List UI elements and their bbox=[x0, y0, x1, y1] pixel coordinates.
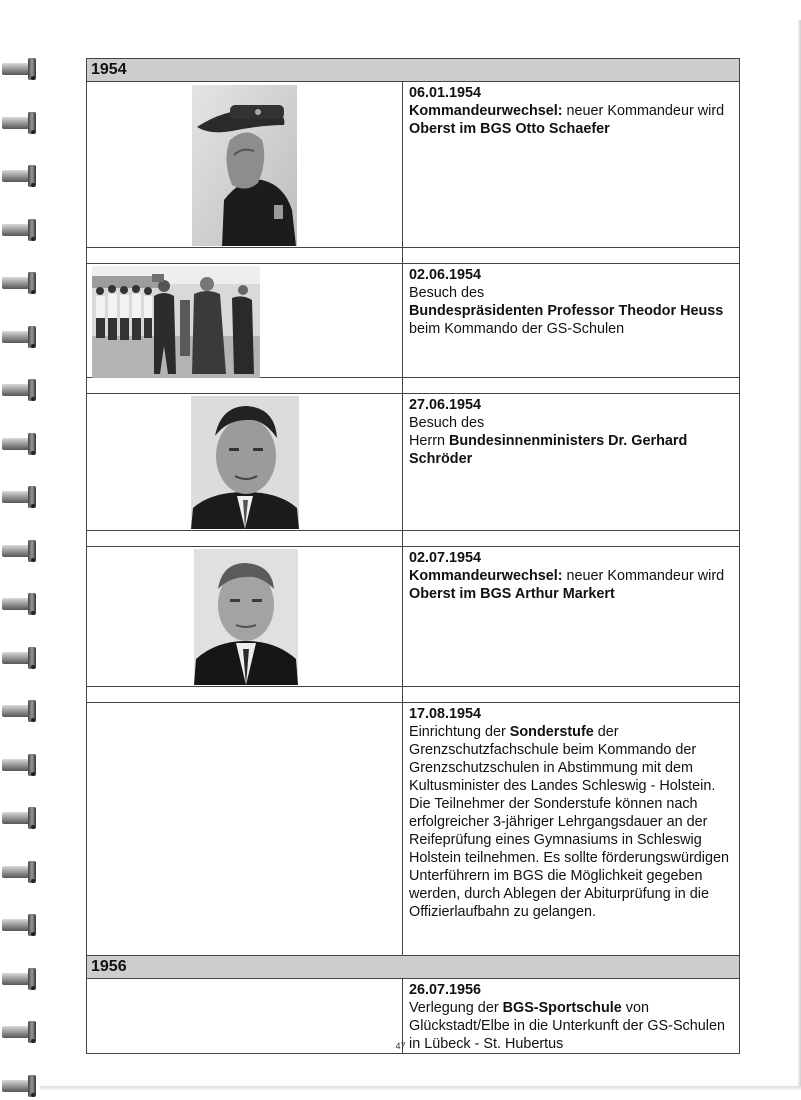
group-visit-photo bbox=[92, 266, 260, 378]
entry-text: Bundesinnenministers Dr. Gerhard Schröder bbox=[409, 433, 688, 467]
spacer-cell bbox=[403, 378, 740, 394]
entry-line bbox=[409, 723, 733, 795]
entry-text: Sonderstufe bbox=[509, 724, 594, 740]
image-cell bbox=[87, 394, 403, 531]
entry-line bbox=[409, 120, 733, 138]
year-label: 1954 bbox=[87, 59, 740, 82]
year-row bbox=[87, 59, 740, 82]
spacer-cell bbox=[403, 248, 740, 264]
image-cell bbox=[87, 703, 403, 956]
entry-text: Verlegung der bbox=[409, 1000, 503, 1016]
entry-line bbox=[409, 567, 733, 585]
entry-row bbox=[87, 547, 740, 687]
binding-ring bbox=[2, 165, 38, 187]
entry-text-cell bbox=[403, 547, 740, 687]
binding-ring bbox=[2, 272, 38, 294]
entry-line bbox=[409, 302, 733, 320]
entry-text: neuer Kommandeur wird bbox=[562, 568, 725, 584]
entry-row bbox=[87, 394, 740, 531]
chronology-table bbox=[86, 58, 740, 1054]
page-edge-bottom bbox=[40, 1086, 801, 1090]
entry-text: Kommandeurwechsel: bbox=[409, 568, 563, 584]
image-cell bbox=[87, 264, 403, 378]
entry-text: Oberst im BGS Arthur Markert bbox=[409, 586, 615, 602]
spacer-cell bbox=[403, 531, 740, 547]
binding-ring bbox=[2, 754, 38, 776]
binding-ring bbox=[2, 540, 38, 562]
entry-date: 02.07.1954 bbox=[409, 550, 482, 566]
entry-text: Kommandeurwechsel: bbox=[409, 103, 563, 119]
entry-text: beim Kommando der GS-Schulen bbox=[409, 321, 625, 337]
entry-text: Besuch des bbox=[409, 415, 485, 431]
binding-ring bbox=[2, 58, 38, 80]
entry-line bbox=[409, 284, 733, 302]
entry-text: neuer Kommandeur wird bbox=[562, 103, 725, 119]
spacer-cell bbox=[403, 687, 740, 703]
entry-text: BGS-Sportschule bbox=[502, 1000, 622, 1016]
entry-text-cell bbox=[403, 264, 740, 378]
entry-text-cell bbox=[403, 703, 740, 956]
binding-ring bbox=[2, 1075, 38, 1097]
entry-text: Besuch des bbox=[409, 285, 485, 301]
image-cell bbox=[87, 547, 403, 687]
binding-ring bbox=[2, 700, 38, 722]
binding-ring bbox=[2, 486, 38, 508]
portrait-officer-uniform-icon bbox=[194, 549, 298, 685]
entry-date: 26.07.1956 bbox=[409, 982, 482, 998]
entry-text-cell bbox=[403, 394, 740, 531]
entry-line bbox=[409, 585, 733, 603]
entry-line bbox=[409, 432, 733, 468]
binding-ring bbox=[2, 647, 38, 669]
entry-row bbox=[87, 264, 740, 378]
binding-ring bbox=[2, 433, 38, 455]
spiral-binding bbox=[0, 0, 48, 1100]
binding-ring bbox=[2, 112, 38, 134]
binding-ring bbox=[2, 807, 38, 829]
entry-row bbox=[87, 82, 740, 248]
portrait-officer-cap-icon bbox=[192, 85, 297, 246]
entry-line bbox=[409, 795, 733, 921]
image-cell bbox=[87, 82, 403, 248]
entry-text: Oberst im BGS Otto Schaefer bbox=[409, 121, 610, 137]
entry-line bbox=[409, 320, 733, 338]
entry-text: Einrichtung der bbox=[409, 724, 510, 740]
binding-ring bbox=[2, 379, 38, 401]
entry-date: 27.06.1954 bbox=[409, 397, 482, 413]
entry-line bbox=[409, 102, 733, 120]
binding-ring bbox=[2, 593, 38, 615]
spacer-cell bbox=[87, 378, 403, 394]
spacer-cell bbox=[87, 687, 403, 703]
entry-text: der Grenzschutzfachschule beim Kommando der Grenzschutzschulen in Abstimmung mit dem Kultusminister des Landes Schleswig - Holstein. bbox=[409, 724, 716, 794]
entry-date: 02.06.1954 bbox=[409, 267, 482, 283]
entry-date: 06.01.1954 bbox=[409, 85, 482, 101]
year-row bbox=[87, 956, 740, 979]
entry-text: Bundespräsidenten Professor Theodor Heuss bbox=[409, 303, 724, 319]
year-label: 1956 bbox=[87, 956, 740, 979]
binding-ring bbox=[2, 219, 38, 241]
portrait-man-suit-icon bbox=[191, 396, 299, 529]
binding-ring bbox=[2, 914, 38, 936]
spacer-cell bbox=[87, 248, 403, 264]
page-number: 47 bbox=[395, 1041, 406, 1051]
binding-ring bbox=[2, 968, 38, 990]
entry-text: von Glückstadt/Elbe in die Unterkunft der GS-Schulen in Lübeck - St. Hubertus bbox=[409, 1000, 725, 1052]
entry-date: 17.08.1954 bbox=[409, 706, 482, 722]
binding-ring bbox=[2, 861, 38, 883]
binding-ring bbox=[2, 1021, 38, 1043]
spacer-cell bbox=[87, 531, 403, 547]
entry-line bbox=[409, 414, 733, 432]
entry-text-cell bbox=[403, 82, 740, 248]
binding-ring bbox=[2, 326, 38, 348]
entry-text: Herrn bbox=[409, 433, 449, 449]
entry-row bbox=[87, 703, 740, 956]
entry-text: Die Teilnehmer der Sonderstufe können nach erfolgreicher 3-jähriger Lehrgangsdauer an der Reifeprüfung eines Gymnasiums in Schleswig Holstein teilnehmen. Es sollte förderungswürdigen Unterführern im BGS die Möglichkeit gegeben werden, durch Ablegen der Abiturprüfung in die Offizierlaufbahn zu gelangen. bbox=[409, 796, 729, 920]
